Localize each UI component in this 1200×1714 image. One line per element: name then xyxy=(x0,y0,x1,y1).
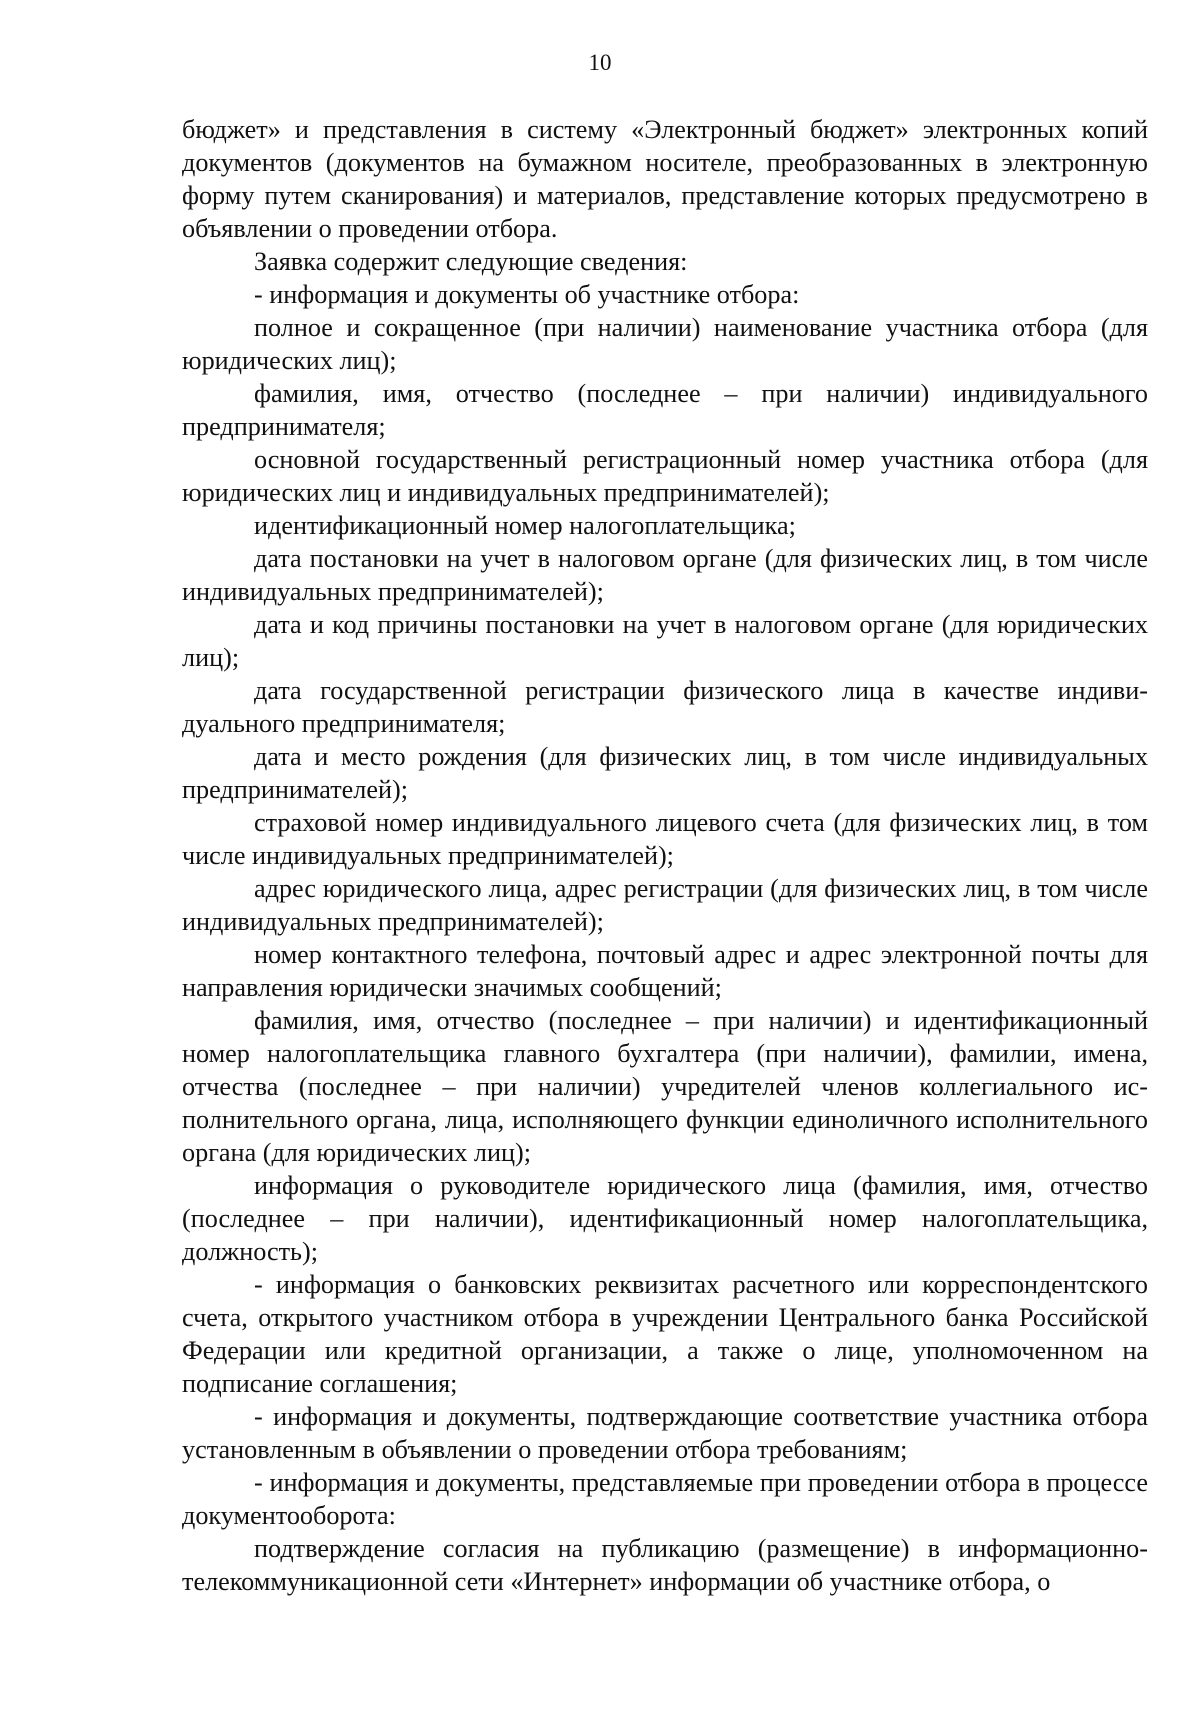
list-item: - информация и документы об участнике отбора: xyxy=(254,280,800,309)
paragraph: бюджет» и представления в систему «Электронный бюджет» электронных копий документов (документов на бумажном носителе, преобразованных в электронную форму путем сканирования) и материалов, представление которых предусмотрено в объявлении о проведении отбора. xyxy=(182,115,1148,243)
list-item: дата государственной регистрации физического лица в качестве индивидуального предпринимателя; xyxy=(182,676,1148,738)
list-item: страховой номер индивидуального лицевого счета (для физических лиц, в том числе индивидуальных предпринимателей); xyxy=(182,808,1148,870)
list-item: - информация о банковских реквизитах расчетного или корреспондентского счета, открытого участником отбора в учреждении Центрального банка Российской Федерации или кредитной организации, а также о лице, уполномоченном на подписание соглашения; xyxy=(182,1270,1148,1398)
list-item: дата и код причины постановки на учет в налоговом органе (для юридических лиц); xyxy=(182,610,1148,672)
list-item: дата постановки на учет в налоговом органе (для физических лиц, в том числе индивидуальных предпринимателей); xyxy=(182,544,1148,606)
list-item: фамилия, имя, отчество (последнее – при наличии) индивидуального предпринимателя; xyxy=(182,379,1148,441)
list-item: дата и место рождения (для физических лиц, в том числе индивидуальных предпринимателей); xyxy=(182,742,1148,804)
list-item: основной государственный регистрационный номер участника отбора (для юридических лиц и индивидуальных предпринимателей); xyxy=(182,445,1148,507)
page-number: 10 xyxy=(588,50,612,75)
list-item: - информация и документы, представляемые при проведении отбора в процессе документооборота: xyxy=(182,1468,1148,1530)
paragraph: Заявка содержит следующие сведения: xyxy=(254,247,688,276)
list-item: номер контактного телефона, почтовый адрес и адрес электронной почты для направления юридически значимых сообщений; xyxy=(182,940,1148,1002)
list-item: подтверждение согласия на публикацию (размещение) в информационно-телекоммуникационной сети «Интернет» информации об участнике отбора, о xyxy=(182,1534,1148,1596)
list-item: информация о руководителе юридического лица (фамилия, имя, отчество (последнее – при наличии), идентификационный номер налогоплательщика, должность); xyxy=(182,1171,1148,1266)
list-item: адрес юридического лица, адрес регистрации (для физических лиц, в том числе индивидуальных предпринимателей); xyxy=(182,874,1148,936)
list-item: идентификационный номер налогоплательщика; xyxy=(254,511,796,540)
list-item: фамилия, имя, отчество (последнее – при наличии) и идентификационный номер налогоплательщика главного бухгалтера (при наличии), фамилии, имена, отчества (последнее – при наличии) учредителей членов коллегиального исполнительного органа, лица, исполняющего функции единоличного исполнительного органа (для юридических лиц); xyxy=(182,1006,1148,1167)
list-item: полное и сокращенное (при наличии) наименование участника отбора (для юридических лиц); xyxy=(182,313,1148,375)
document-body xyxy=(182,113,1148,1598)
list-item: - информация и документы, подтверждающие соответствие участника отбора установленным в объявлении о проведении отбора требованиям; xyxy=(182,1402,1148,1464)
